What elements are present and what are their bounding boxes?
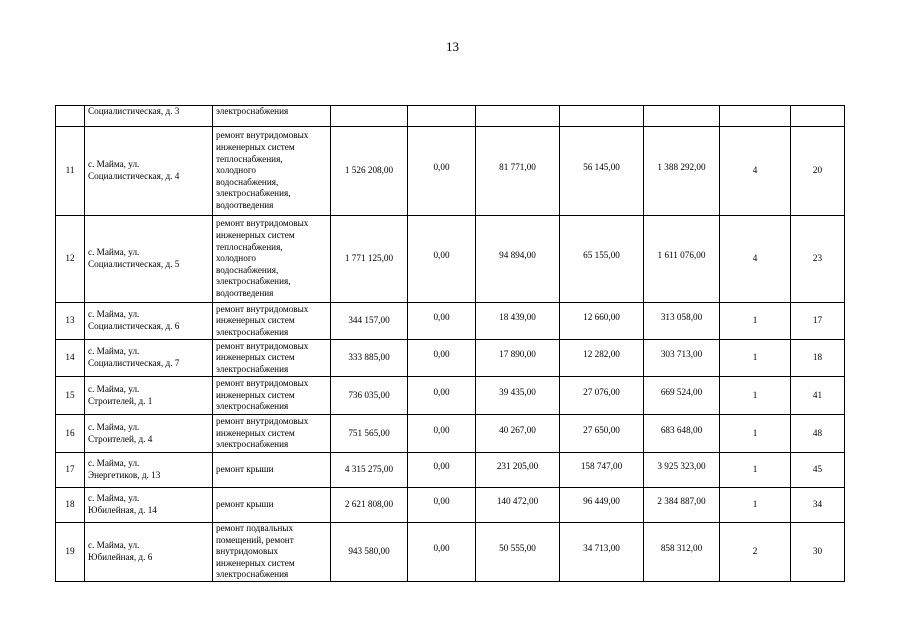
cell-c4-value: 858 312,00 [660,543,703,554]
cell-no: 15 [56,377,85,415]
cell-c3-value: 65 155,00 [583,250,620,261]
cell-no [56,106,85,127]
cell-address-line: с. Майма, ул. [88,247,140,258]
cell-c2 [476,340,560,377]
cell-work-line: ремонт внутридомовых [216,416,309,427]
cell-total: 2 621 808,00 [331,488,408,523]
cell-c5 [720,106,791,127]
cell-c2 [476,106,560,127]
cell-c3-value: 27 650,00 [583,424,620,435]
cell-c5: 4 [720,127,791,216]
cell-work [213,340,331,377]
cell-work-line: водоотведения [216,199,274,210]
cell-c1 [408,453,476,488]
cell-address [85,415,213,453]
cell-work-line: инженерных систем [216,142,295,153]
cell-c1 [408,127,476,216]
cell-c2 [476,453,560,488]
cell-no: 17 [56,453,85,488]
cell-c4-value: 683 648,00 [660,424,703,435]
cell-c4 [644,127,720,216]
cell-c3 [560,415,644,453]
cell-c2-value: 17 890,00 [499,349,536,360]
cell-work-line: водоснабжения, [216,264,279,275]
cell-c4 [644,303,720,340]
table-row [56,488,845,523]
cell-work-line: ремонт внутридомовых [216,130,309,141]
cell-address-line: Энергетиков, д. 13 [88,470,161,480]
cell-c3 [560,377,644,415]
cell-c1-value: 0,00 [433,496,450,507]
cell-work: электроснабжения [213,106,331,127]
cell-c1 [408,377,476,415]
cell-total: 333 885,00 [331,340,408,377]
page-number: 13 [446,39,459,54]
cell-c1 [408,216,476,303]
cell-c5: 1 [720,488,791,523]
cell-c3 [560,303,644,340]
cell-c1-value: 0,00 [433,162,450,173]
cell-work-line: электроснабжения, [216,188,291,199]
cell-c4-value: 2 384 887,00 [657,496,706,507]
cell-c3-value: 158 747,00 [580,461,623,472]
cell-c2-value: 140 472,00 [496,496,539,507]
cell-address-line: Социалистическая, д. 4 [88,171,180,181]
cell-work-line: ремонт внутридомовых [216,378,309,389]
cell-c4 [644,453,720,488]
cell-work [213,523,331,582]
cell-c6: 18 [791,340,845,377]
cell-address [85,303,213,340]
table-row [56,523,845,582]
cell-c4-value: 1 388 292,00 [657,162,706,173]
cell-work-line: теплоснабжения, [216,241,283,252]
cell-c1 [408,340,476,377]
cell-work-line: ремонт подвальных [216,523,294,533]
cell-work-line: помещений, ремонт [216,534,294,545]
cell-no: 11 [56,127,85,216]
cell-c2 [476,127,560,216]
cell-c1 [408,106,476,127]
cell-c5: 1 [720,453,791,488]
cell-address-line: Юбилейная, д. 6 [88,551,153,562]
table-row [56,127,845,216]
cell-no: 12 [56,216,85,303]
cell-c6 [791,106,845,127]
cell-c2-value: 94 894,00 [499,250,536,261]
cell-total [331,106,408,127]
cell-no: 13 [56,303,85,340]
cell-c6: 30 [791,523,845,582]
table-body [56,106,845,582]
cell-no: 16 [56,415,85,453]
cell-c4 [644,377,720,415]
cell-work-line: инженерных систем [216,389,295,400]
cell-work [213,127,331,216]
cell-c1-value: 0,00 [433,250,450,261]
cell-c3 [560,340,644,377]
table-row-continuation [56,106,845,127]
cell-c6: 41 [791,377,845,415]
cell-c2 [476,377,560,415]
cell-c3 [560,127,644,216]
cell-address [85,216,213,303]
cell-address-line: с. Майма, ул. [88,383,140,394]
cell-work-line: водоотведения [216,287,274,298]
cell-c1 [408,523,476,582]
cell-c2 [476,303,560,340]
cell-c4 [644,415,720,453]
cell-work-line: инженерных систем [216,557,295,568]
cell-c1-value: 0,00 [433,312,450,323]
cell-c1-value: 0,00 [433,543,450,554]
cell-total: 344 157,00 [331,303,408,340]
cell-work-line: холодного [216,253,256,264]
cell-c5: 1 [720,303,791,340]
cell-c3 [560,216,644,303]
cell-c6: 45 [791,453,845,488]
cell-work-line: водоснабжения, [216,176,279,187]
cell-c3-value: 96 449,00 [583,496,620,507]
cell-c1-value: 0,00 [433,461,450,472]
cell-c2 [476,216,560,303]
cell-work-line: инженерных систем [216,230,295,241]
cell-address-line: Социалистическая, д. 6 [88,321,180,331]
cell-work-line: холодного [216,165,256,176]
cell-address [85,523,213,582]
cell-c2-value: 50 555,00 [499,543,536,554]
cell-c2 [476,415,560,453]
cell-no: 18 [56,488,85,523]
cell-c4 [644,340,720,377]
cell-work [213,303,331,340]
cell-work-line: ремонт крыши [216,499,274,510]
cell-c5: 1 [720,415,791,453]
cell-c1-value: 0,00 [433,386,450,397]
cell-work [213,488,331,523]
cell-work [213,216,331,303]
cell-c3 [560,106,644,127]
cell-work-line: электроснабжения [216,401,289,412]
cell-address-line: с. Майма, ул. [88,421,140,432]
cell-c3 [560,523,644,582]
works-table [55,105,845,582]
cell-c4 [644,523,720,582]
cell-total: 1 526 208,00 [331,127,408,216]
cell-c3-value: 12 282,00 [583,349,620,360]
cell-c5: 4 [720,216,791,303]
cell-address [85,453,213,488]
cell-c2-value: 81 771,00 [499,162,536,173]
cell-c5: 2 [720,523,791,582]
cell-c4 [644,216,720,303]
table-row [56,303,845,340]
cell-c2-value: 39 435,00 [499,386,536,397]
cell-total: 751 565,00 [331,415,408,453]
cell-c4-value: 303 713,00 [660,349,703,360]
table-row [56,453,845,488]
cell-work-line: электроснабжения, [216,276,291,287]
cell-c6: 17 [791,303,845,340]
cell-work-line: ремонт внутридомовых [216,340,309,351]
cell-address-line: с. Майма, ул. [88,493,140,504]
cell-c2-value: 18 439,00 [499,312,536,323]
cell-address-line: с. Майма, ул. [88,540,140,551]
table-row [56,340,845,377]
cell-c2-value: 40 267,00 [499,424,536,435]
cell-c4 [644,106,720,127]
cell-c3-value: 34 713,00 [583,543,620,554]
cell-c6: 23 [791,216,845,303]
table-row [56,216,845,303]
cell-c1-value: 0,00 [433,424,450,435]
cell-work-line: инженерных систем [216,352,295,363]
cell-c5: 1 [720,340,791,377]
cell-address [85,377,213,415]
cell-work-line: ремонт крыши [216,464,274,475]
cell-work [213,415,331,453]
cell-c4-value: 1 611 076,00 [657,250,706,261]
cell-address-line: Строителей, д. 1 [88,395,153,406]
cell-work-line: ремонт внутридомовых [216,303,309,314]
cell-address [85,488,213,523]
cell-address-line: Социалистическая, д. 5 [88,259,180,269]
cell-total: 1 771 125,00 [331,216,408,303]
cell-address-line: Строителей, д. 4 [88,433,153,444]
cell-address-line: с. Майма, ул. [88,309,140,320]
cell-no: 19 [56,523,85,582]
cell-c4-value: 3 925 323,00 [657,461,706,472]
cell-c1-value: 0,00 [433,349,450,360]
cell-no: 14 [56,340,85,377]
cell-address-line: с. Майма, ул. [88,159,140,170]
cell-work-line: инженерных систем [216,427,295,438]
cell-address-line: с. Майма, ул. [88,458,140,469]
cell-work-line: теплоснабжения, [216,153,283,164]
cell-c4 [644,488,720,523]
cell-address-line: Юбилейная, д. 14 [88,505,157,515]
cell-total: 943 580,00 [331,523,408,582]
cell-c3 [560,488,644,523]
cell-work [213,453,331,488]
cell-work-line: электроснабжения [216,363,289,374]
cell-address [85,340,213,377]
cell-c3 [560,453,644,488]
cell-address-line: с. Майма, ул. [88,346,140,357]
cell-address [85,127,213,216]
cell-c3-value: 12 660,00 [583,312,620,323]
cell-c4-value: 669 524,00 [660,386,703,397]
cell-work [213,377,331,415]
cell-c3-value: 27 076,00 [583,386,620,397]
cell-c1 [408,415,476,453]
cell-work-line: инженерных систем [216,315,295,326]
cell-c2 [476,488,560,523]
cell-c1 [408,303,476,340]
cell-work-line: электроснабжения [216,326,289,337]
cell-address-line: Социалистическая, д. 7 [88,358,180,368]
table-row [56,377,845,415]
cell-total: 4 315 275,00 [331,453,408,488]
table-row [56,415,845,453]
cell-c4-value: 313 058,00 [660,312,703,323]
cell-c3-value: 56 145,00 [583,162,620,173]
cell-c5: 1 [720,377,791,415]
cell-address: Социалистическая, д. 3 [85,106,213,127]
cell-c2-value: 231 205,00 [496,461,539,472]
cell-c6: 34 [791,488,845,523]
cell-c2 [476,523,560,582]
cell-c6: 20 [791,127,845,216]
cell-work-line: электроснабжения [216,439,289,450]
cell-total: 736 035,00 [331,377,408,415]
cell-c1 [408,488,476,523]
cell-work-line: ремонт внутридомовых [216,218,309,229]
cell-c6: 48 [791,415,845,453]
cell-work-line: электроснабжения [216,569,289,580]
cell-work-line: внутридомовых [216,546,279,557]
